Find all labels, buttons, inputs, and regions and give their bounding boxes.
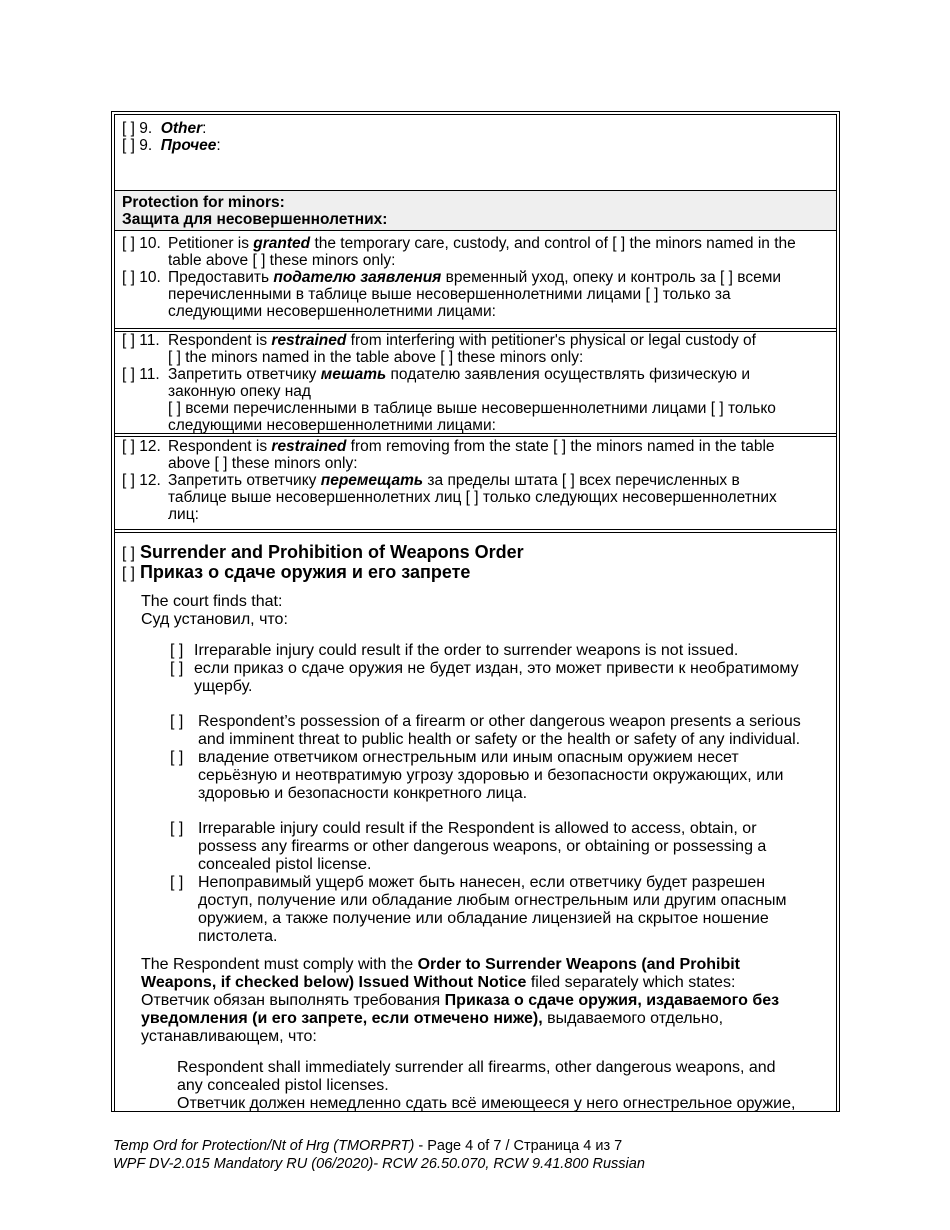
finding-3-en-line2: possess any firearms or other dangerous weapons, or obtaining or possessing a bbox=[198, 838, 767, 855]
item-9-label: Other bbox=[160, 120, 203, 137]
item-9-section bbox=[115, 115, 836, 190]
minors-header-en: Protection for minors: bbox=[122, 194, 285, 211]
item-12-checkbox[interactable]: [ ] 12. bbox=[122, 438, 161, 455]
finding-3-ru-checkbox[interactable]: [ ] bbox=[170, 874, 184, 891]
item-12-keyword: restrained bbox=[271, 438, 347, 455]
finding-2-ru-line3: здоровью и безопасности конкретного лица. bbox=[198, 785, 528, 802]
comply-en-line1: The Respondent must comply with the Order to Surrender Weapons (and Prohibit bbox=[141, 956, 740, 973]
item-12-en-line2: above [ ] these minors only: bbox=[168, 455, 358, 472]
item-11-ru-checkbox[interactable]: [ ] 11. bbox=[122, 366, 160, 383]
item-10-ru-line2: перечисленными в таблице выше несовершеннолетними лицами [ ] только за bbox=[168, 286, 731, 303]
item-12-ru-checkbox[interactable]: [ ] 12. bbox=[122, 472, 161, 489]
finding-3-ru-line3: оружием, а также получение или обладание лицензией на скрытое ношение bbox=[198, 910, 769, 927]
form-table-inner bbox=[114, 114, 837, 1111]
weapons-title-en: [ ] Surrender and Prohibition of Weapons Order bbox=[122, 542, 524, 562]
comply-en-line2: Weapons, if checked below) Issued Without Notice filed separately which states: bbox=[141, 974, 736, 991]
minors-header bbox=[115, 191, 836, 230]
finding-3-en-line1: Irreparable injury could result if the Respondent is allowed to access, obtain, or bbox=[198, 820, 757, 837]
finding-1-en: Irreparable injury could result if the order to surrender weapons is not issued. bbox=[194, 642, 739, 659]
item-9-ru bbox=[122, 137, 221, 155]
item-9-ru-checkbox[interactable]: [ ] 9. bbox=[122, 137, 153, 154]
item-11-ru-line3: [ ] всеми перечисленными в таблице выше несовершеннолетними лицами [ ] только bbox=[168, 400, 776, 417]
item-12-section bbox=[115, 436, 836, 530]
finding-3-ru-line4: пистолета. bbox=[198, 928, 278, 945]
states-ru-line1: Ответчик должен немедленно сдать всё имеющееся у него огнестрельное оружие, bbox=[177, 1095, 796, 1111]
finding-1-ru-line2: ущербу. bbox=[194, 678, 253, 695]
item-10-ru-checkbox[interactable]: [ ] 10. bbox=[122, 269, 161, 286]
finding-1-checkbox[interactable]: [ ] bbox=[170, 642, 184, 659]
footer-page-number: - Page 4 of 7 / Страница 4 из 7 bbox=[414, 1138, 623, 1154]
item-9-ru-colon: : bbox=[216, 137, 221, 154]
item-11-ru-line2: законную опеку над bbox=[168, 383, 311, 400]
finding-3-ru-line1: Непоправимый ущерб может быть нанесен, если ответчику будет разрешен bbox=[198, 874, 766, 891]
item-11-ru-line4: следующими несовершеннолетними лицами: bbox=[168, 417, 496, 434]
finding-1-ru-line1: если приказ о сдаче оружия не будет издан, это может привести к необратимому bbox=[194, 660, 799, 677]
item-11-ru-line1: Запретить ответчику мешать подателю заявления осуществлять физическую и bbox=[168, 366, 750, 383]
minors-header-ru: Защита для несовершеннолетних: bbox=[122, 211, 388, 228]
weapons-checkbox[interactable]: [ ] bbox=[122, 545, 135, 562]
item-11-keyword: restrained bbox=[271, 332, 347, 349]
finding-3-en-line3: concealed pistol license. bbox=[198, 856, 372, 873]
finding-2-en-line2: and imminent threat to public health or safety or the health or safety of any individual. bbox=[198, 731, 801, 748]
finding-2-ru-checkbox[interactable]: [ ] bbox=[170, 749, 184, 766]
item-10-en-line1: Petitioner is granted the temporary care, custody, and control of [ ] the minors named in the bbox=[168, 235, 796, 252]
comply-ru-line1: Ответчик обязан выполнять требования Приказа о сдаче оружия, издаваемого без bbox=[141, 992, 780, 1009]
finding-3-ru-line2: доступ, получение или обладание любым огнестрельным или другим опасным bbox=[198, 892, 787, 909]
item-12-ru-line3: лиц: bbox=[168, 506, 199, 523]
finding-2-checkbox[interactable]: [ ] bbox=[170, 713, 184, 730]
item-11-checkbox[interactable]: [ ] 11. bbox=[122, 332, 160, 349]
item-11-ru-keyword: мешать bbox=[320, 366, 387, 383]
item-9-ru-label: Прочее bbox=[160, 137, 217, 154]
finding-1-ru-checkbox[interactable]: [ ] bbox=[170, 660, 184, 677]
comply-ru-line3: устанавливающем, что: bbox=[141, 1028, 317, 1045]
weapons-section bbox=[115, 532, 836, 1111]
item-10-ru-line3: следующими несовершеннолетними лицами: bbox=[168, 303, 496, 320]
item-12-ru-line2: таблице выше несовершеннолетних лиц [ ] только следующих несовершеннолетних bbox=[168, 489, 777, 506]
states-en-line1: Respondent shall immediately surrender all firearms, other dangerous weapons, and bbox=[177, 1059, 776, 1076]
finding-2-ru-line1: владение ответчиком огнестрельным или иным опасным оружием несет bbox=[198, 749, 739, 766]
footer-line-1 bbox=[113, 1138, 622, 1156]
item-10-ru-keyword: подателю заявления bbox=[273, 269, 442, 286]
footer-line-2: WPF DV-2.015 Mandatory RU (06/2020)- RCW 26.50.070, RCW 9.41.800 Russian bbox=[113, 1156, 645, 1172]
item-12-ru-line1: Запретить ответчику перемещать за пределы штата [ ] всех перечисленных в bbox=[168, 472, 740, 489]
item-12-en-line1: Respondent is restrained from removing from the state [ ] the minors named in the table bbox=[168, 438, 775, 455]
states-en-line2: any concealed pistol licenses. bbox=[177, 1077, 389, 1094]
weapons-ru-checkbox[interactable]: [ ] bbox=[122, 565, 135, 582]
finding-2-ru-line2: серьёзную и неотвратимую угрозу здоровью и безопасности окружающих, или bbox=[198, 767, 784, 784]
item-10-en-line2: table above [ ] these minors only: bbox=[168, 252, 396, 269]
court-finds-en: The court finds that: bbox=[141, 593, 283, 610]
comply-ru-line2: уведомления (и его запрете, если отмечено ниже), выдаваемого отдельно, bbox=[141, 1010, 724, 1027]
court-finds-ru: Суд установил, что: bbox=[141, 611, 288, 628]
item-10-section bbox=[115, 231, 836, 329]
weapons-title-ru: [ ] Приказ о сдаче оружия и его запрете bbox=[122, 562, 471, 582]
item-10-keyword: granted bbox=[253, 235, 311, 252]
item-9-en bbox=[122, 120, 206, 138]
form-table-frame bbox=[111, 111, 840, 1112]
item-9-checkbox[interactable]: [ ] 9. bbox=[122, 120, 153, 137]
finding-2-en-line1: Respondent’s possession of a firearm or other dangerous weapon presents a serious bbox=[198, 713, 801, 730]
item-11-section bbox=[115, 331, 836, 433]
item-11-en-line1: Respondent is restrained from interfering with petitioner's physical or legal custody of bbox=[168, 332, 756, 349]
finding-3-checkbox[interactable]: [ ] bbox=[170, 820, 184, 837]
item-10-ru-line1: Предоставить подателю заявления временный уход, опеку и контроль за [ ] всеми bbox=[168, 269, 782, 286]
item-12-ru-keyword: перемещать bbox=[320, 472, 424, 489]
item-11-en-line2: [ ] the minors named in the table above [ ] these minors only: bbox=[168, 349, 584, 366]
item-9-colon: : bbox=[202, 120, 207, 137]
item-10-checkbox[interactable]: [ ] 10. bbox=[122, 235, 161, 252]
footer-form-title: Temp Ord for Protection/Nt of Hrg (TMORPRT) bbox=[113, 1138, 415, 1154]
